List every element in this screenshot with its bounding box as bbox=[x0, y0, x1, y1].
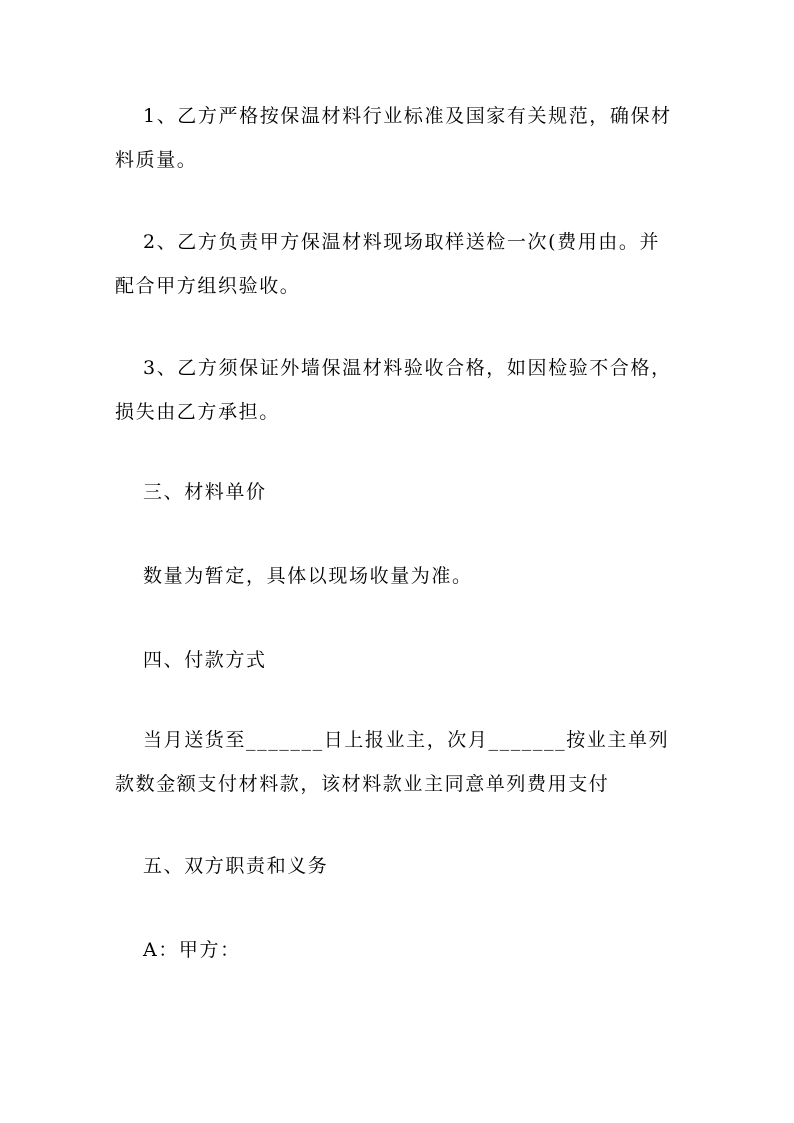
clause-2-sampling: 2、乙方负责甲方保温材料现场取样送检一次(费用由。并配合甲方组织验收。 bbox=[115, 231, 661, 297]
section-heading-unit-price: 三、材料单价 bbox=[143, 481, 267, 503]
section-heading-payment: 四、付款方式 bbox=[143, 649, 267, 671]
section-heading-duties: 五、双方职责和义务 bbox=[143, 855, 329, 877]
party-a-label: A：甲方： bbox=[143, 939, 241, 961]
clause-1-quality: 1、乙方严格按保温材料行业标准及国家有关规范，确保材料质量。 bbox=[115, 105, 672, 171]
clause-3-acceptance: 3、乙方须保证外墙保温材料验收合格，如因检验不合格，损失由乙方承担。 bbox=[115, 357, 672, 423]
payment-terms: 当月送货至_______日上报业主，次月_______按业主单列款数金额支付材料款，该材料款业主同意单列费用支付 bbox=[115, 729, 670, 795]
unit-price-note: 数量为暂定，具体以现场收量为准。 bbox=[143, 565, 473, 587]
